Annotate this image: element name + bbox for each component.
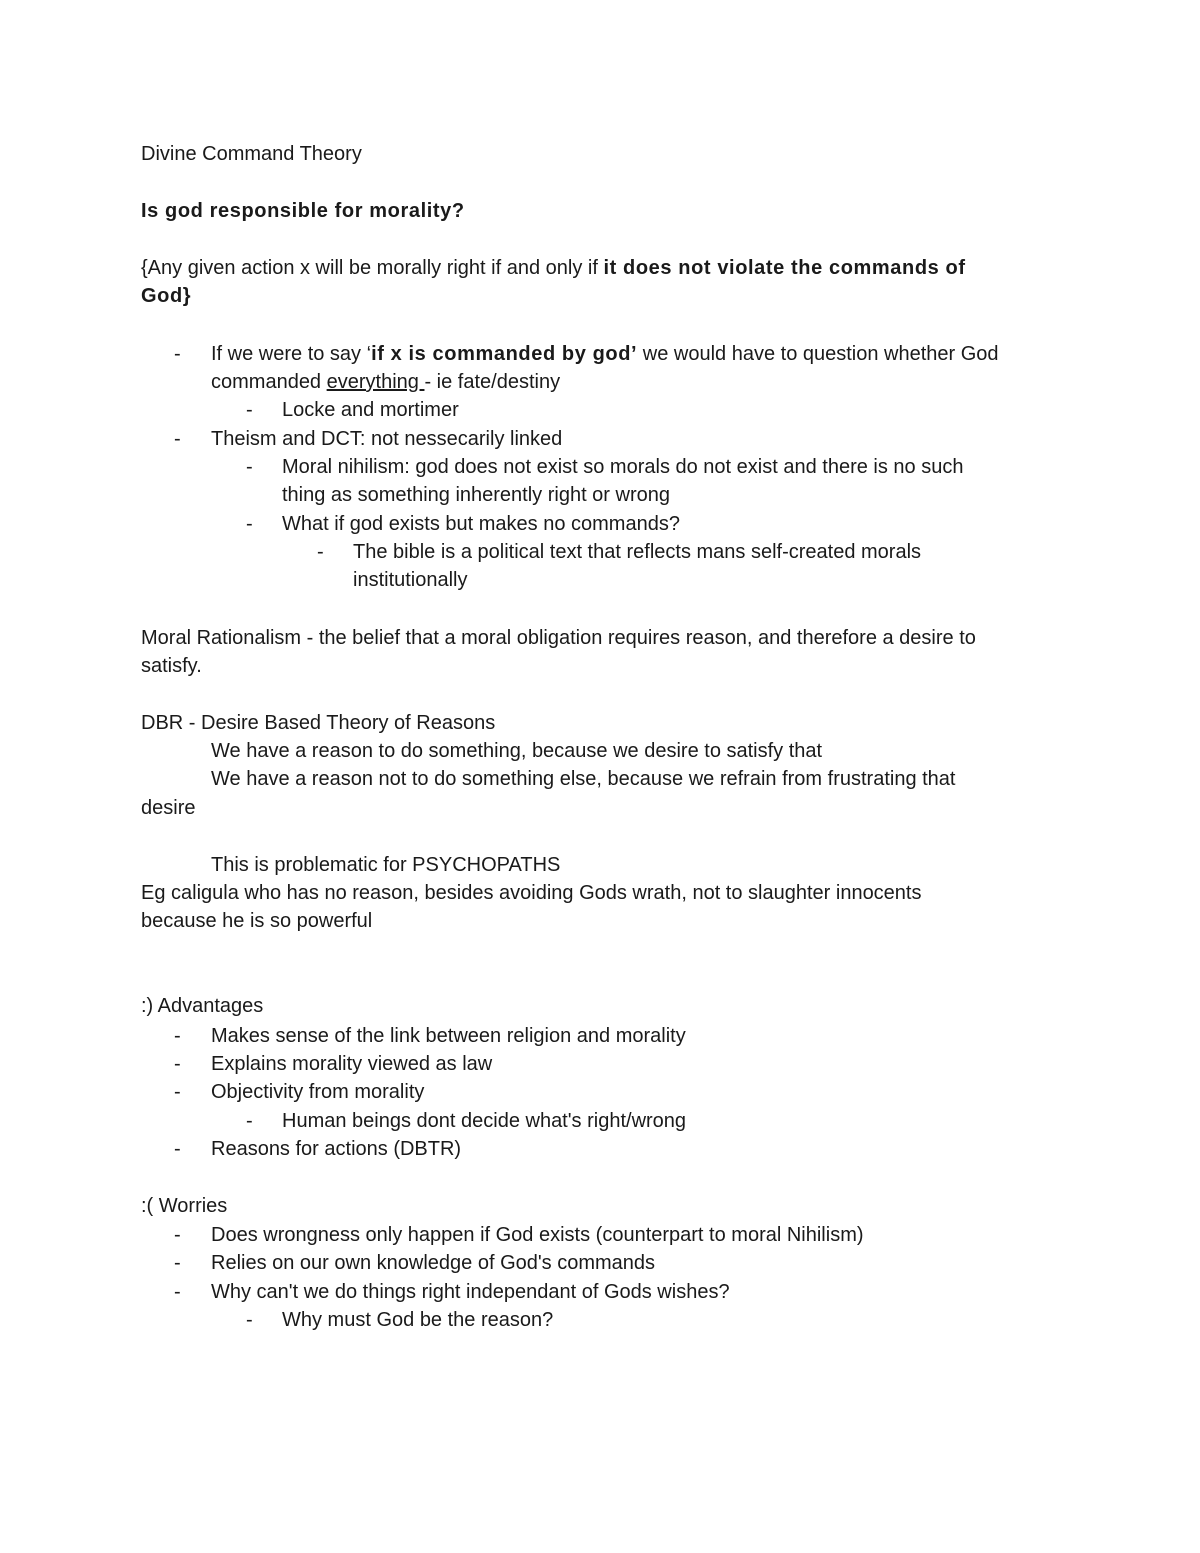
- list-item-continuation: [211, 368, 560, 396]
- dbr-line-3: desire: [141, 797, 196, 819]
- bullet-dash: -: [174, 1081, 181, 1103]
- list-item: Theism and DCT: not nessecarily linked: [211, 428, 563, 450]
- bullet-dash: -: [317, 541, 324, 563]
- advantages-heading: :) Advantages: [141, 995, 264, 1017]
- list-item: Objectivity from morality: [211, 1081, 425, 1103]
- bullet-dash: -: [246, 513, 253, 535]
- list-item-text: we would have to question whether God: [637, 343, 999, 365]
- list-item-text: commanded: [211, 371, 327, 393]
- dbr-line-1: We have a reason to do something, because we desire to satisfy that: [211, 740, 823, 762]
- list-item: Does wrongness only happen if God exists (counterpart to moral Nihilism): [211, 1224, 864, 1246]
- sub-list-item: Why must God be the reason?: [282, 1309, 554, 1331]
- sub-list-item: Moral nihilism: god does not exist so morals do not exist and there is no such: [282, 456, 964, 478]
- bullet-dash: -: [174, 428, 181, 450]
- rationalism-line-2: satisfy.: [141, 655, 202, 677]
- dbr-example-2: because he is so powerful: [141, 910, 373, 932]
- doc-title: Divine Command Theory: [141, 143, 362, 165]
- bullet-dash: -: [174, 1224, 181, 1246]
- list-item: Reasons for actions (DBTR): [211, 1138, 462, 1160]
- list-item: Why can't we do things right independant of Gods wishes?: [211, 1281, 730, 1303]
- sub-sub-list-item: The bible is a political text that reflects mans self-created morals: [353, 541, 922, 563]
- list-item-bold: if x is commanded by god’: [371, 343, 638, 365]
- list-item: [211, 340, 999, 368]
- bullet-dash: -: [174, 1138, 181, 1160]
- list-item-text: - ie fate/destiny: [424, 371, 561, 393]
- definition-line-1: [141, 254, 966, 282]
- list-item: Explains morality viewed as law: [211, 1053, 493, 1075]
- bullet-dash: -: [174, 1252, 181, 1274]
- bullet-dash: -: [246, 1309, 253, 1331]
- dbr-problem: This is problematic for PSYCHOPATHS: [211, 854, 561, 876]
- definition-line-2: God}: [141, 285, 192, 307]
- definition-bold: it does not violate the commands of: [603, 257, 966, 279]
- definition-text: {Any given action x will be morally right if and only if: [141, 257, 604, 279]
- dbr-heading: DBR - Desire Based Theory of Reasons: [141, 712, 496, 734]
- underlined-text: everything: [326, 371, 425, 393]
- bullet-dash: -: [246, 1110, 253, 1132]
- bullet-dash: -: [174, 1053, 181, 1075]
- sub-list-item: Locke and mortimer: [282, 399, 459, 421]
- sub-sub-list-item-continuation: institutionally: [353, 569, 468, 591]
- sub-list-item-continuation: thing as something inherently right or wrong: [282, 484, 670, 506]
- list-item-text: If we were to say ‘: [211, 343, 372, 365]
- bullet-dash: -: [174, 1281, 181, 1303]
- bullet-dash: -: [246, 399, 253, 421]
- doc-question: Is god responsible for morality?: [141, 200, 465, 222]
- list-item: Relies on our own knowledge of God's commands: [211, 1252, 656, 1274]
- sub-list-item: What if god exists but makes no commands?: [282, 513, 680, 535]
- list-item: Makes sense of the link between religion and morality: [211, 1025, 686, 1047]
- dbr-example-1: Eg caligula who has no reason, besides avoiding Gods wrath, not to slaughter innocents: [141, 882, 922, 904]
- bullet-dash: -: [174, 1025, 181, 1047]
- rationalism-line-1: Moral Rationalism - the belief that a moral obligation requires reason, and therefore a desire to: [141, 627, 976, 649]
- sub-list-item: Human beings dont decide what's right/wrong: [282, 1110, 687, 1132]
- dbr-line-2: We have a reason not to do something else, because we refrain from frustrating that: [211, 768, 956, 790]
- worries-heading: :( Worries: [141, 1195, 228, 1217]
- bullet-dash: -: [174, 343, 181, 365]
- bullet-dash: -: [246, 456, 253, 478]
